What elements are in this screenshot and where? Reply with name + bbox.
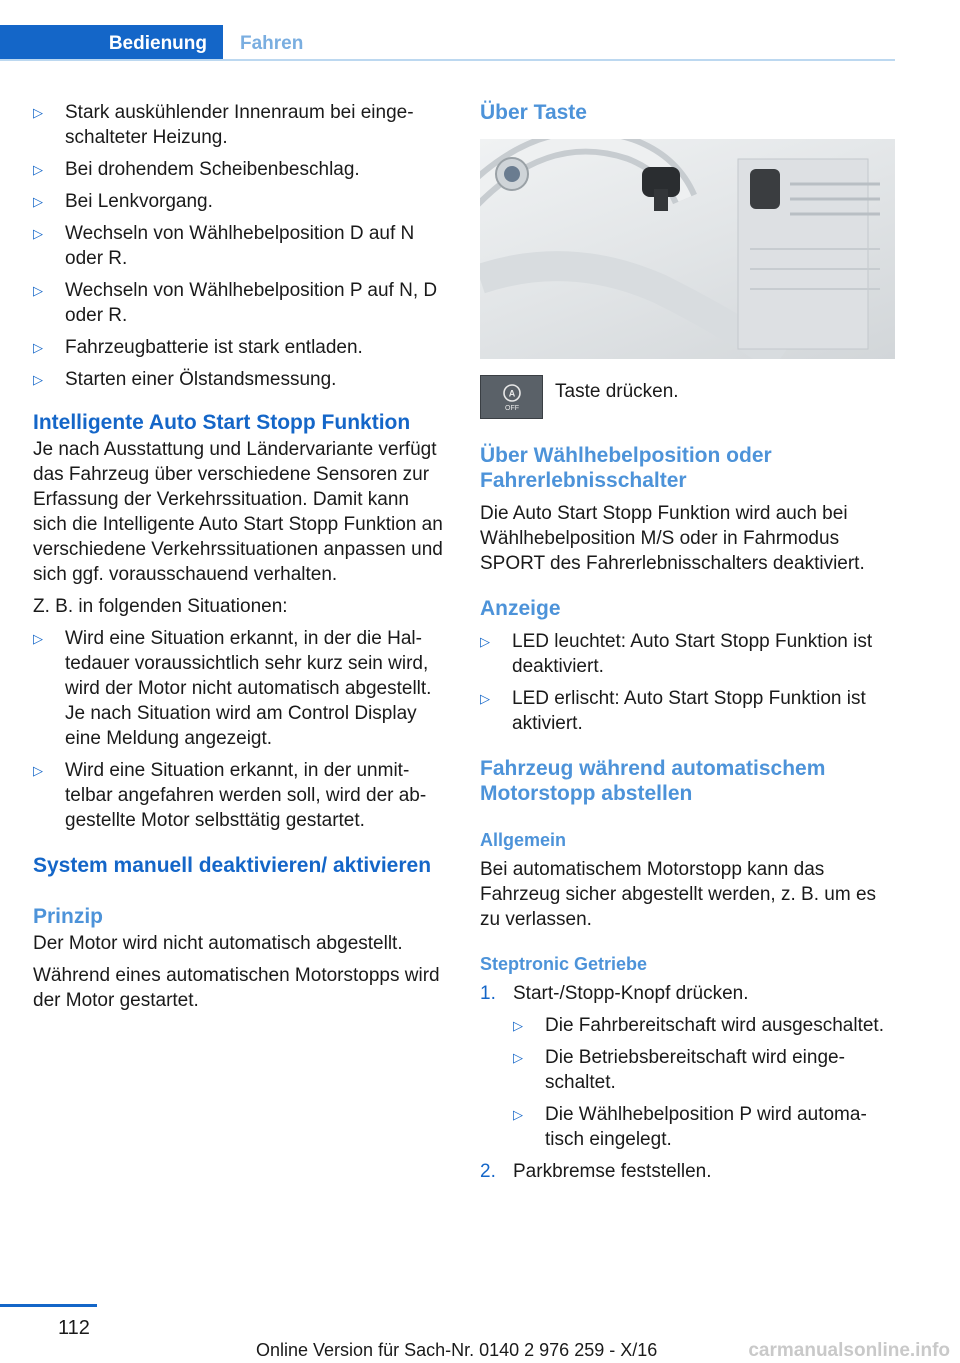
list-item: ▷ Die Betriebsbereitschaft wird eingeschaltet. [513,1047,845,1093]
list-item: ▷ Bei Lenkvorgang. [33,191,213,212]
auto-start-stop-off-button[interactable] [480,375,543,419]
right-column [480,100,895,1191]
triangle-bullet-icon: ▷ [33,372,43,387]
triangle-bullet-icon: ▷ [33,283,43,298]
anzeige-list [480,629,895,736]
step-item: 1. Start-/Stopp-Knopf drücken. ▷ Die Fahrbereitschaft wird ausgeschaltet. ▷ Die Betriebsbereitschaft wird eingeschaltet. ▷ Die Wählhebelposition P wird automatisch eingelegt. [480,981,895,1152]
heading-steptronic: Steptronic Getriebe [480,954,648,974]
paragraph-prinzip-2: Während eines automatischen Motorstopps wird der Motor gestartet. [33,965,440,1011]
heading-allgemein: Allgemein [480,830,567,850]
tab-fahren[interactable]: Fahren [240,32,304,54]
list-item: ▷ Starten einer Ölstandsmessung. [33,369,337,390]
list-item: ▷ Wechseln von Wählhebelposition D auf N oder R. [33,223,415,269]
triangle-bullet-icon: ▷ [513,1018,523,1033]
situations-list [33,626,447,833]
triangle-bullet-icon: ▷ [33,226,43,241]
triangle-bullet-icon: ▷ [513,1050,523,1065]
list-item: ▷ Die Wählhebelposition P wird automatisch eingelegt. [513,1104,867,1150]
button-off-label: OFF [504,405,519,412]
page-number: 112 [58,1317,90,1339]
heading-ueber-taste: Über Taste [480,101,587,124]
step-number: 1. [480,983,496,1004]
step-item: 2. Parkbremse feststellen. [480,1161,712,1182]
list-item: ▷ Wird eine Situation erkannt, in der unmittelbar angefahren werden soll, wird der abgestellte Motor selbsttätig gestartet. [33,760,427,831]
list-item: ▷ Die Fahrbereitschaft wird ausgeschaltet. [513,1015,884,1036]
paragraph-situations: Z. B. in folgenden Situationen: [33,596,288,617]
header-divider [0,59,895,61]
footer-accent-bar [0,1304,97,1307]
triangle-bullet-icon: ▷ [480,691,490,706]
heading-intelligent-start-stopp: Intelligente Auto Start Stopp Funktion [33,411,411,434]
conditions-list [33,100,447,392]
paragraph-waehlhebel: Die Auto Start Stopp Funktion wird auch bei Wählhebelposition M/S oder in Fahrmodus SPORT des Fahrerlebnisschalters deaktiviert. [480,503,865,574]
triangle-bullet-icon: ▷ [33,631,43,646]
list-item: ▷ LED erlischt: Auto Start Stopp Funktion ist aktiviert. [480,688,866,734]
tab-bedienung[interactable]: Bedienung [0,25,223,61]
button-caption: Taste drücken. [555,381,679,402]
footer-version-text: Online Version für Sach-Nr. 0140 2 976 259 - X/16 [256,1340,658,1360]
heading-waehlhebel: Über Wählhebelposition oder Fahrerlebnisschalter [480,444,772,492]
list-item: ▷ Wird eine Situation erkannt, in der die Haltedauer voraussichtlich sehr kurz sein wird, wird der Motor nicht automatisch abgestellt. Je nach Situation wird am Control Display eine Meldung angezeigt. [33,628,432,749]
triangle-bullet-icon: ▷ [33,194,43,209]
svg-text:A: A [508,388,515,399]
auto-start-stop-icon [497,382,527,412]
triangle-bullet-icon: ▷ [513,1107,523,1122]
list-item: ▷ Wechseln von Wählhebelposition P auf N, D oder R. [33,280,438,326]
chapter-header [0,25,895,61]
triangle-bullet-icon: ▷ [33,105,43,120]
triangle-bullet-icon: ▷ [480,634,490,649]
left-column [33,100,447,1020]
heading-anzeige: Anzeige [480,597,561,620]
paragraph-prinzip-1: Der Motor wird nicht automatisch abgestellt. [33,933,403,954]
button-instruction [480,375,895,419]
triangle-bullet-icon: ▷ [33,763,43,778]
steps-list [480,981,895,1184]
step-sub-list [513,1013,895,1152]
list-item: ▷ Fahrzeugbatterie ist stark entladen. [33,337,363,358]
triangle-bullet-icon: ▷ [33,162,43,177]
list-item: ▷ LED leuchtet: Auto Start Stopp Funktion ist deaktiviert. [480,631,873,677]
heading-abstellen: Fahrzeug während automatischem Motorstopp abstellen [480,757,826,805]
heading-manual-deactivate: System manuell deaktivieren/ aktivieren [33,854,432,877]
paragraph-intelligent: Je nach Ausstattung und Ländervariante verfügt das Fahrzeug über verschiedene Sensoren zur Erfassung der Verkehrssituation. Damit kann sich die Intelligente Auto Start Stopp Funktion an verschiedene Verkehrssituationen anpassen und sich ggf. vorausschauend verhalten. [33,439,443,585]
heading-prinzip: Prinzip [33,905,104,928]
paragraph-allgemein: Bei automatischem Motorstopp kann das Fahrzeug sicher abgestellt werden, z. B. um es zu verlassen. [480,859,877,930]
list-item: ▷ Bei drohendem Scheibenbeschlag. [33,159,360,180]
watermark: carmanualsonline.info [748,1340,950,1361]
step-number: 2. [480,1161,496,1182]
triangle-bullet-icon: ▷ [33,340,43,355]
list-item: ▷ Stark auskühlender Innenraum bei eingeschalteter Heizung. [33,102,414,148]
steering-wheel-illustration [480,139,895,359]
cockpit-photo [480,139,895,359]
